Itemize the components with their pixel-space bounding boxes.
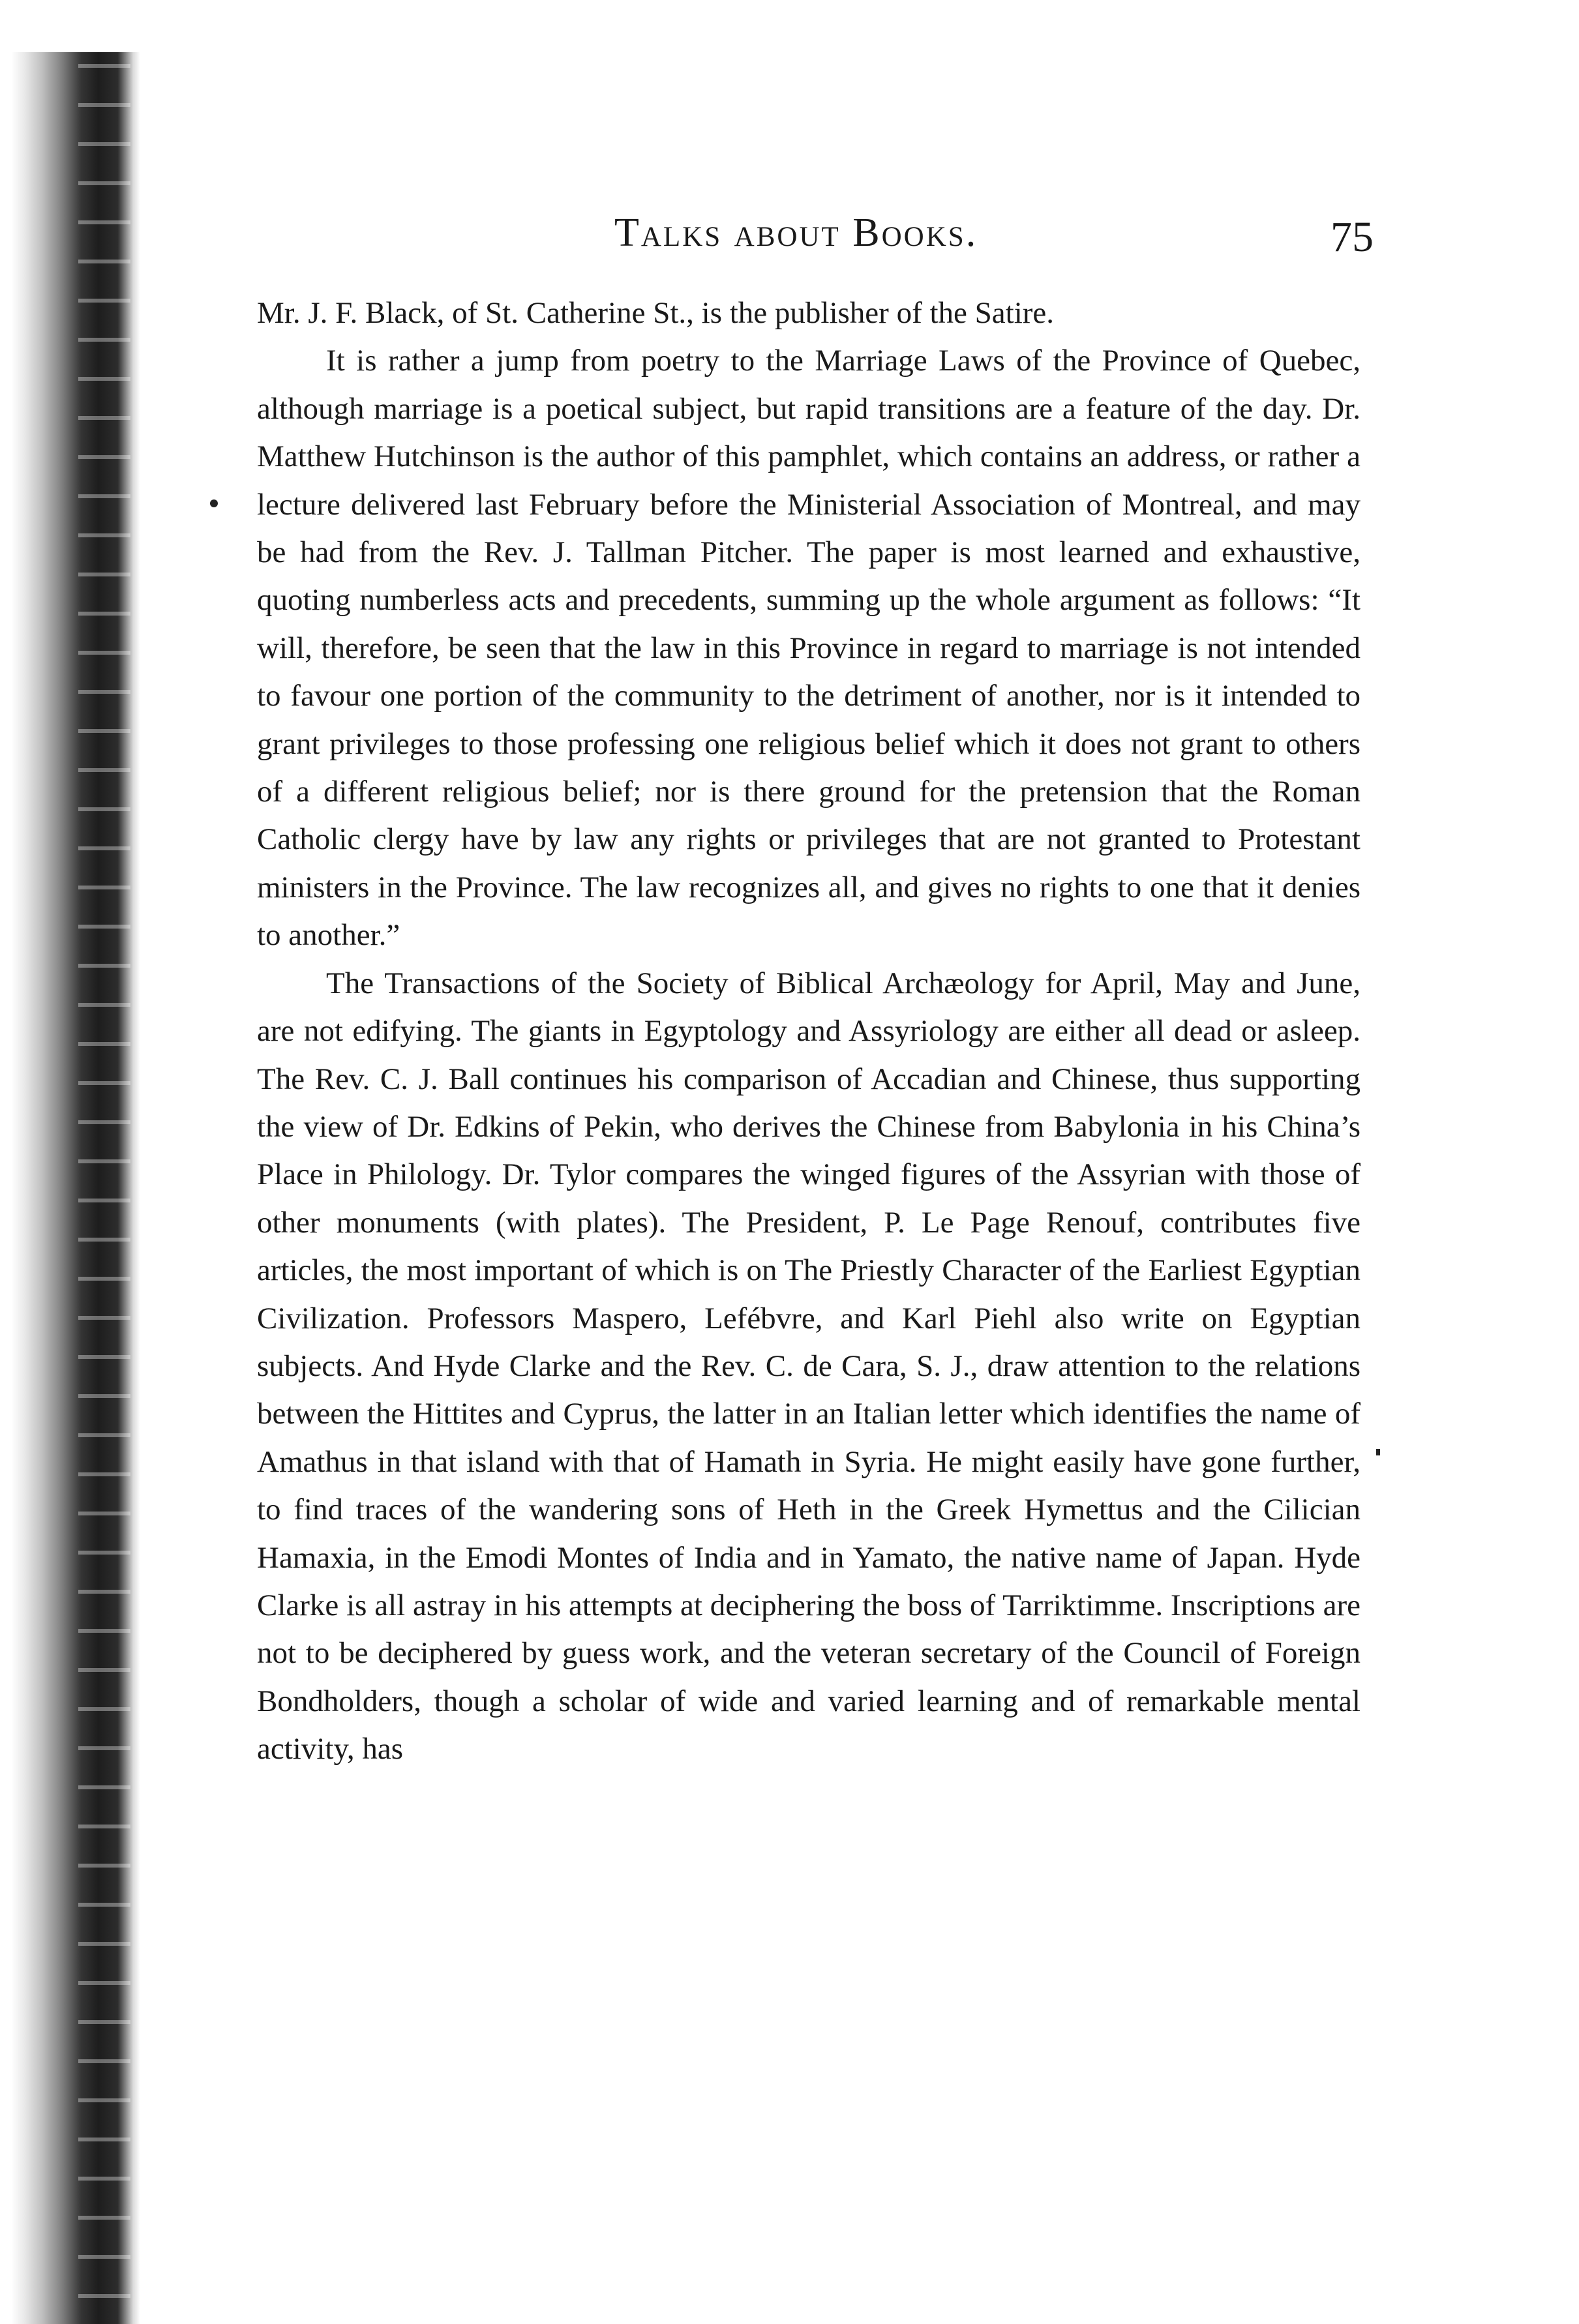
margin-tick-mark <box>1376 1449 1380 1455</box>
page-body <box>257 290 1361 1774</box>
page-number: 75 <box>1331 213 1374 261</box>
page-header <box>257 210 1374 269</box>
paragraph-publisher-note: Mr. J. F. Black, of St. Catherine St., is the publisher of the Satire. <box>257 296 1055 330</box>
running-title: Talks about Books. <box>614 211 978 255</box>
paragraph-biblical-archaeology: The Transactions of the Society of Biblical Archæology for April, May and June, are not edifying. The giants in Egyptology and Assyriology are either all dead or asleep. The Rev. C. J. Ball continues his comparison of Accadian and Chinese, thus supporting the view of Dr. Edkins of Pekin, who derives the Chinese from Babylonia in his China’s Place in Philology. Dr. Tylor compares the winged figures of the Assyrian with those of other monuments (with plates). The President, P. Le Page Renouf, contributes five articles, the most important of which is on The Priestly Character of the Earliest Egyptian Civilization. Professors Maspero, Lefébvre, and Karl Piehl also write on Egyptian subjects. And Hyde Clarke and the Rev. C. de Cara, S. J., draw attention to the relations between the Hittites and Cyprus, the latter in an Italian letter which identifies the name of Amathus in that island with that of Hamath in Syria. He might easily have gone further, to find traces of the wandering sons of Heth in the Greek Hymettus and the Cilician Hamaxia, in the Emodi Montes of India and in Yamato, the native name of Japan. Hyde Clarke is all astray in his attempts at deciphering the boss of Tarriktimme. Inscriptions are not to be deciphered by guess work, and the veteran secretary of the Council of Foreign Bondholders, though a scholar of wide and varied learning and of remarkable mental activity, has <box>257 966 1361 1766</box>
book-spine-texture <box>78 52 130 2324</box>
paragraph-marriage-laws: It is rather a jump from poetry to the Marriage Laws of the Province of Quebec, although marriage is a poetical subject, but rapid transitions are a feature of the day. Dr. Matthew Hutchinson is the author of this pamphlet, which contains an address, or rather a lecture delivered last February before the Ministerial Association of Montreal, and may be had from the Rev. J. Tallman Pitcher. The paper is most learned and exhaustive, quoting numberless acts and precedents, summing up the whole argument as follows: “It will, therefore, be seen that the law in this Province in regard to marriage is not intended to favour one portion of the community to the detriment of another, nor is it intended to grant privileges to those professing one religious belief which it does not grant to others of a different religious belief; nor is there ground for the pretension that the Roman Catholic clergy have by law any rights or privileges that are not granted to Protestant ministers in the Province. The law recognizes all, and gives no rights to one that it denies to another.” <box>257 344 1361 953</box>
margin-dot-mark <box>210 499 218 507</box>
